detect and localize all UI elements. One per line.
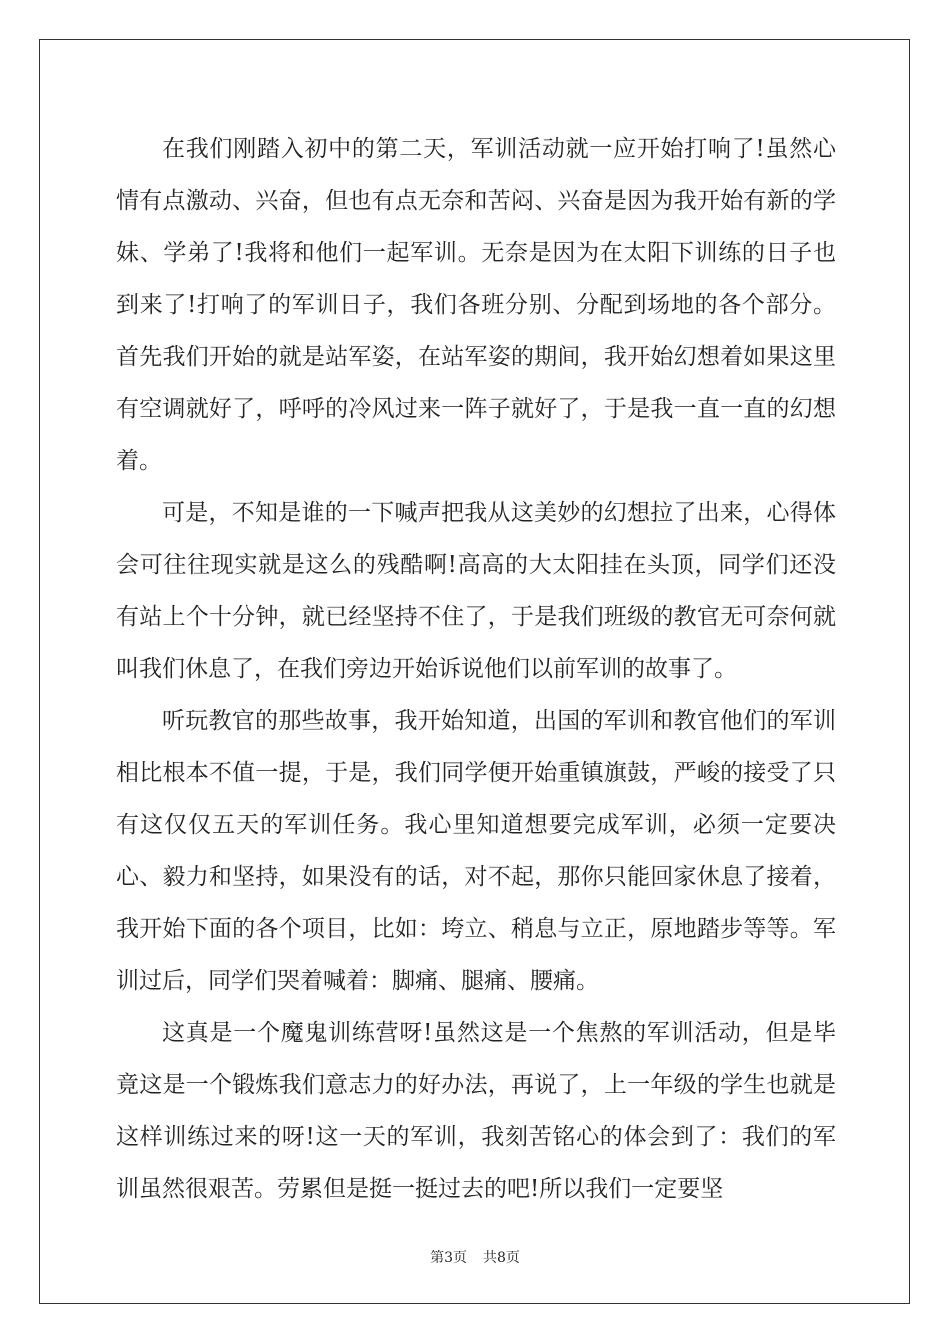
document-body [116,123,836,1215]
paragraph-1: 在我们刚踏入初中的第二天，军训活动就一应开始打响了!虽然心情有点激动、兴奋，但也有点无奈和苦闷、兴奋是因为我开始有新的学妹、学弟了!我将和他们一起军训。无奈是因为在太阳下训练的日子也到来了!打响了的军训日子，我们各班分别、分配到场地的各个部分。首先我们开始的就是站军姿，在站军姿的期间，我开始幻想着如果这里有空调就好了，呼呼的冷风过来一阵子就好了，于是我一直一直的幻想着。 [116,136,836,474]
total-pages: 共8页 [483,1250,520,1266]
page-footer [0,1249,950,1267]
current-page-number: 第3页 [430,1250,467,1266]
paragraph-3: 听玩教官的那些故事，我开始知道，出国的军训和教官他们的军训相比根本不值一提，于是，我们同学便开始重镇旗鼓，严峻的接受了只有这仅仅五天的军训任务。我心里知道想要完成军训，必须一定要决心、毅力和坚持，如果没有的话，对不起，那你只能回家休息了接着，我开始下面的各个项目，比如：垮立、稍息与立正，原地踏步等等。军训过后，同学们哭着喊着：脚痛、腿痛、腰痛。 [116,708,836,994]
paragraph-2: 可是，不知是谁的一下喊声把我从这美妙的幻想拉了出来，心得体会可往往现实就是这么的残酷啊!高高的大太阳挂在头顶，同学们还没有站上个十分钟，就已经坚持不住了，于是我们班级的教官无可奈何就叫我们休息了，在我们旁边开始诉说他们以前军训的故事了。 [116,500,836,682]
paragraph-4: 这真是一个魔鬼训练营呀!虽然这是一个焦熬的军训活动，但是毕竟这是一个锻炼我们意志力的好办法，再说了，上一年级的学生也就是这样训练过来的呀!这一天的军训，我刻苦铭心的体会到了：我们的军训虽然很艰苦。劳累但是挺一挺过去的吧!所以我们一定要坚 [116,1020,836,1202]
